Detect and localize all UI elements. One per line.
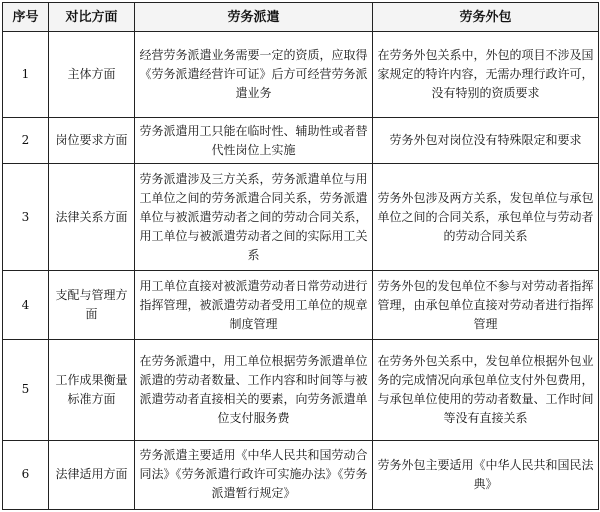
dispatch-cell: 经营劳务派遣业务需要一定的资质，应取得《劳务派遣经营许可证》后方可经营劳务派遣业务 — [135, 32, 373, 118]
row-aspect: 岗位要求方面 — [49, 117, 135, 163]
dispatch-cell: 劳务派遣主要适用《中华人民共和国劳动合同法》《劳务派遣行政许可实施办法》《劳务派遣暂行规定》 — [135, 440, 373, 509]
row-aspect: 支配与管理方面 — [49, 270, 135, 339]
table-row — [3, 32, 599, 118]
row-aspect: 法律适用方面 — [49, 440, 135, 509]
row-number: 2 — [3, 117, 49, 163]
row-aspect: 工作成果衡量标准方面 — [49, 340, 135, 441]
outsourcing-cell: 劳务外包的发包单位不参与对劳动者指挥管理，由承包单位直接对劳动者进行指挥管理 — [373, 270, 599, 339]
row-number: 1 — [3, 32, 49, 118]
outsourcing-cell: 劳务外包对岗位没有特殊限定和要求 — [373, 117, 599, 163]
row-number: 3 — [3, 164, 49, 271]
dispatch-cell: 在劳务派遣中，用工单位根据劳务派遣单位派遣的劳动者数量、工作内容和时间等与被派遣劳动者直接相关的要素，向劳务派遣单位支付服务费 — [135, 340, 373, 441]
outsourcing-cell: 劳务外包涉及两方关系，发包单位与承包单位之间的合同关系，承包单位与劳动者的劳动合同关系 — [373, 164, 599, 271]
dispatch-cell: 用工单位直接对被派遣劳动者日常劳动进行指挥管理，被派遣劳动者受用工单位的规章制度管理 — [135, 270, 373, 339]
table-row — [3, 117, 599, 163]
table-row — [3, 440, 599, 509]
table-header-row — [3, 3, 599, 32]
table-row — [3, 164, 599, 271]
header-outsourcing: 劳务外包 — [373, 3, 599, 32]
comparison-table-container — [2, 2, 598, 510]
header-dispatch: 劳务派遣 — [135, 3, 373, 32]
row-aspect: 主体方面 — [49, 32, 135, 118]
row-number: 4 — [3, 270, 49, 339]
comparison-table — [2, 2, 599, 510]
outsourcing-cell: 劳务外包主要适用《中华人民共和国民法典》 — [373, 440, 599, 509]
dispatch-cell: 劳务派遣用工只能在临时性、辅助性或者替代性岗位上实施 — [135, 117, 373, 163]
row-aspect: 法律关系方面 — [49, 164, 135, 271]
header-aspect: 对比方面 — [49, 3, 135, 32]
outsourcing-cell: 在劳务外包关系中，外包的项目不涉及国家规定的特许内容，无需办理行政许可，没有特别的资质要求 — [373, 32, 599, 118]
row-number: 5 — [3, 340, 49, 441]
outsourcing-cell: 在劳务外包关系中，发包单位根据外包业务的完成情况向承包单位支付外包费用，与承包单位使用的劳动者数量、工作时间等没有直接关系 — [373, 340, 599, 441]
table-row — [3, 270, 599, 339]
dispatch-cell: 劳务派遣涉及三方关系，劳务派遣单位与用工单位之间的劳务派遣合同关系，劳务派遣单位与被派遣劳动者之间的劳动合同关系，用工单位与被派遣劳动者之间的实际用工关系 — [135, 164, 373, 271]
header-no: 序号 — [3, 3, 49, 32]
row-number: 6 — [3, 440, 49, 509]
table-row — [3, 340, 599, 441]
